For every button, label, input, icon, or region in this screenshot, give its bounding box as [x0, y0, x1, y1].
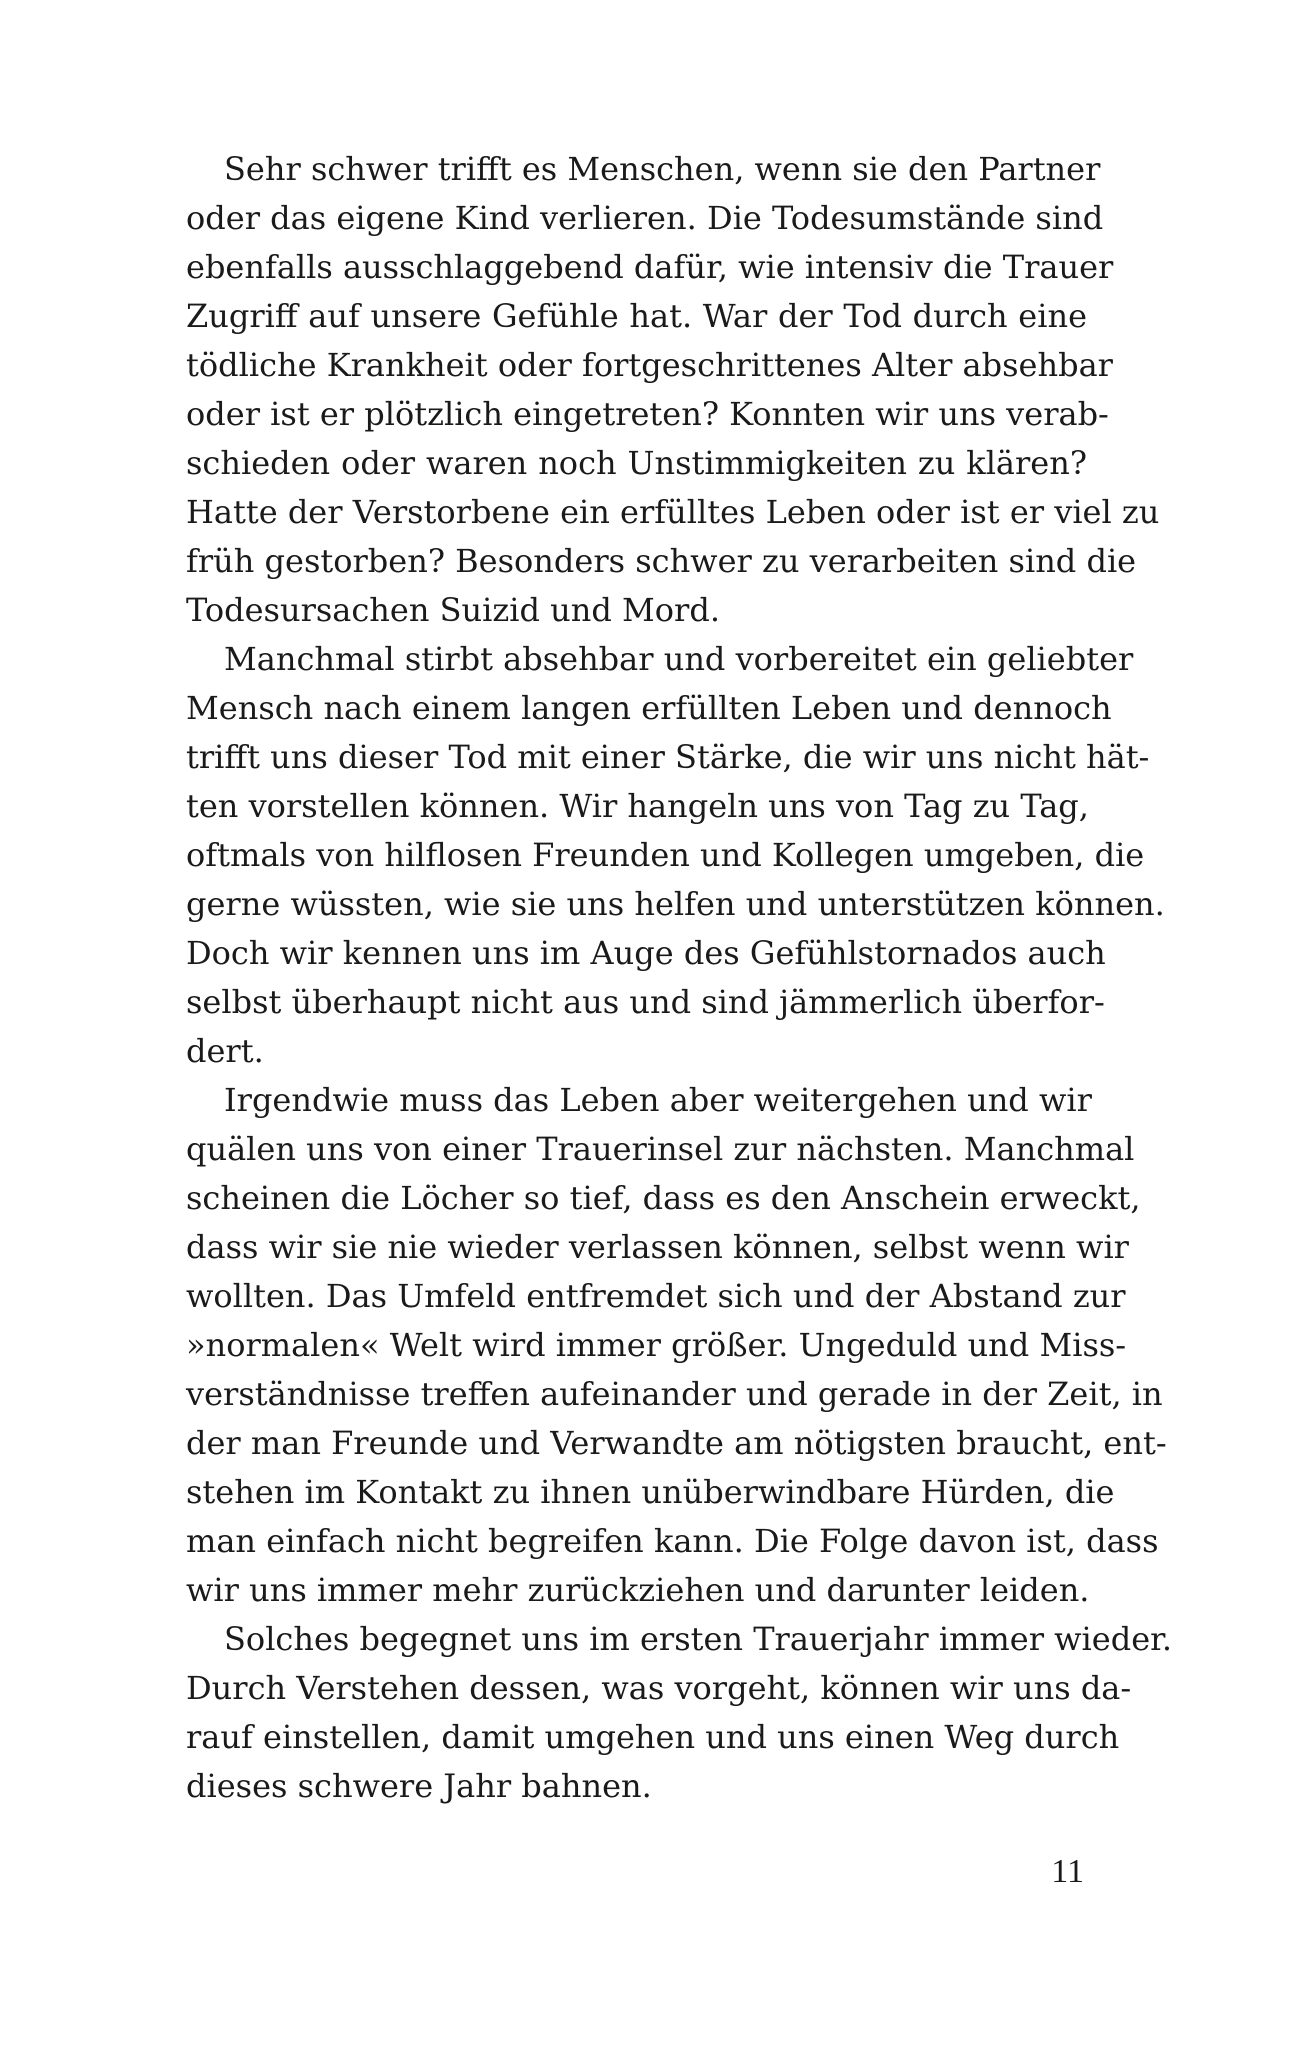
text-line: Irgendwie muss das Leben aber weitergehen und wir: [224, 1081, 1092, 1119]
text-line: quälen uns von einer Trauerinsel zur nächsten. Manchmal: [186, 1130, 1135, 1168]
text-line: »normalen« Welt wird immer größer. Ungeduld und Miss-: [186, 1326, 1127, 1364]
paragraph: [186, 635, 1165, 1076]
text-line: Zugriff auf unsere Gefühle hat. War der Tod durch eine: [186, 297, 1087, 335]
text-line: Hatte der Verstorbene ein erfülltes Leben oder ist er viel zu: [186, 493, 1160, 531]
text-line: der man Freunde und Verwandte am nötigsten braucht, ent-: [186, 1424, 1167, 1462]
text-line: dieses schwere Jahr bahnen.: [186, 1767, 652, 1805]
text-line: dass wir sie nie wieder verlassen können, selbst wenn wir: [186, 1228, 1129, 1266]
text-line: früh gestorben? Besonders schwer zu verarbeiten sind die: [186, 542, 1137, 580]
text-line: trifft uns dieser Tod mit einer Stärke, die wir uns nicht hät-: [186, 738, 1150, 776]
paragraph: [186, 1615, 1173, 1811]
text-line: Todesursachen Suizid und Mord.: [186, 591, 720, 629]
text-line: schieden oder waren noch Unstimmigkeiten zu klären?: [186, 444, 1087, 482]
paragraph: [186, 145, 1160, 635]
text-line: Doch wir kennen uns im Auge des Gefühlstornados auch: [186, 934, 1106, 972]
text-line: oder das eigene Kind verlieren. Die Todesumstände sind: [186, 199, 1104, 237]
text-line: selbst überhaupt nicht aus und sind jämmerlich überfor-: [186, 983, 1105, 1021]
text-line: oder ist er plötzlich eingetreten? Konnten wir uns verab-: [186, 395, 1109, 433]
text-line: rauf einstellen, damit umgehen und uns einen Weg durch: [186, 1718, 1120, 1756]
text-line: wollten. Das Umfeld entfremdet sich und der Abstand zur: [186, 1277, 1126, 1315]
text-line: Manchmal stirbt absehbar und vorbereitet ein geliebter: [224, 640, 1134, 678]
body-text: [186, 145, 1173, 1811]
text-line: gerne wüssten, wie sie uns helfen und unterstützen können.: [186, 885, 1165, 923]
page-number: 11: [1051, 1853, 1084, 1890]
text-line: Mensch nach einem langen erfüllten Leben und dennoch: [186, 689, 1112, 727]
text-line: man einfach nicht begreifen kann. Die Folge davon ist, dass: [186, 1522, 1159, 1560]
text-line: ten vorstellen können. Wir hangeln uns von Tag zu Tag,: [186, 787, 1089, 825]
text-line: Sehr schwer trifft es Menschen, wenn sie den Partner: [224, 150, 1101, 188]
text-line: oftmals von hilflosen Freunden und Kollegen umgeben, die: [186, 836, 1145, 874]
text-line: dert.: [186, 1032, 264, 1070]
text-line: ebenfalls ausschlaggebend dafür, wie intensiv die Trauer: [186, 248, 1114, 286]
paragraph: [186, 1076, 1167, 1615]
text-line: wir uns immer mehr zurückziehen und darunter leiden.: [186, 1571, 1090, 1609]
text-line: Solches begegnet uns im ersten Trauerjahr immer wieder.: [224, 1620, 1173, 1658]
text-line: scheinen die Löcher so tief, dass es den Anschein erweckt,: [186, 1179, 1141, 1217]
text-line: Durch Verstehen dessen, was vorgeht, können wir uns da-: [186, 1669, 1132, 1707]
text-line: tödliche Krankheit oder fortgeschrittenes Alter absehbar: [186, 346, 1113, 384]
text-line: verständnisse treffen aufeinander und gerade in der Zeit, in: [186, 1375, 1163, 1413]
text-line: stehen im Kontakt zu ihnen unüberwindbare Hürden, die: [186, 1473, 1115, 1511]
